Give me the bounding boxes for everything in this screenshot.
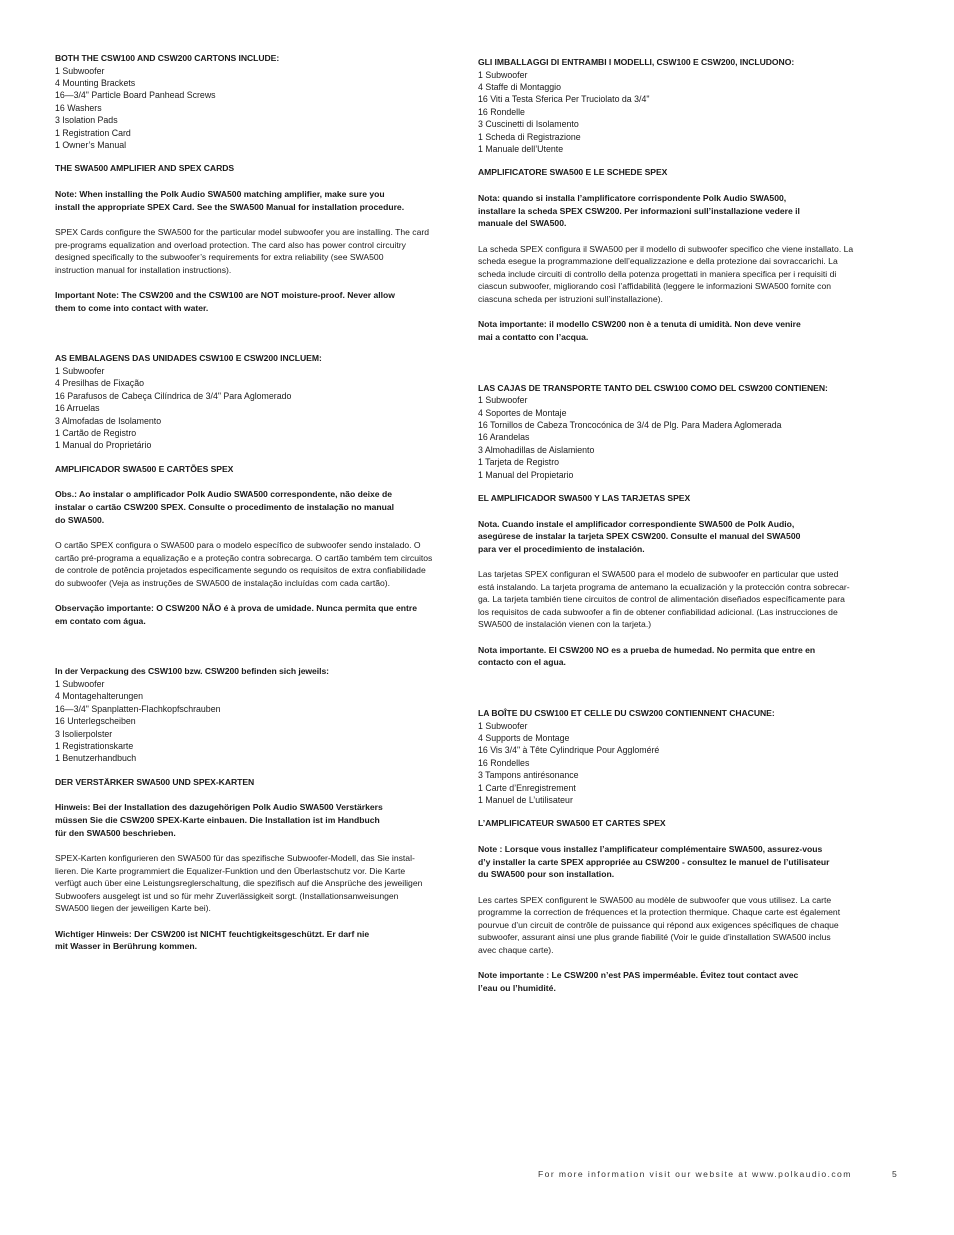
amplifier-heading: AMPLIFICATORE SWA500 E LE SCHEDE SPEX	[478, 167, 668, 178]
cartons-heading: LAS CAJAS DE TRANSPORTE TANTO DEL CSW100 COMO DEL CSW200 CONTIENEN:	[478, 382, 828, 393]
section-italian	[478, 56, 873, 344]
body-line: Las tarjetas SPEX configuran el SWA500 para el modelo de subwoofer en particular que usted	[478, 569, 839, 580]
list-item: 16 Unterlegscheiben	[55, 716, 136, 727]
note-line: para ver el procedimiento de instalación.	[478, 543, 645, 554]
body-line: scheda esegue la programmazione dell’equalizzazione e della protezione dai sovraccarichi. La	[478, 256, 838, 267]
amplifier-heading: EL AMPLIFICADOR SWA500 Y LAS TARJETAS SPEX	[478, 492, 691, 503]
body-line: está instalando. La tarjeta programa de antemano la ecualización y la protección contra sobrecar-	[478, 581, 850, 592]
note-line: für den SWA500 beschrieben.	[55, 827, 176, 838]
list-item: 4 Supports de Montage	[478, 733, 570, 743]
list-item: 16 Arandelas	[478, 432, 530, 443]
list-item: 4 Montagehalterungen	[55, 691, 144, 702]
list-item: 16—3/4" Spanplatten-Flachkopfschrauben	[55, 703, 221, 714]
important-note-line: Wichtiger Hinweis: Der CSW200 ist NICHT feuchtigkeitsgeschützt. Er darf nie	[55, 928, 370, 939]
body-line: scheda include circuiti di controllo della potenza progettati in maniera specifica per i requisiti di	[478, 268, 837, 279]
list-item: 16 Parafusos de Cabeça Cilíndrica de 3/4" Para Aglomerado	[55, 390, 292, 401]
left-column	[55, 52, 450, 953]
list-item: 1 Carte d’Enregistrement	[478, 782, 576, 793]
cartons-heading: GLI IMBALLAGGI DI ENTRAMBI I MODELLI, CSW100 E CSW200, INCLUDONO:	[478, 57, 795, 67]
list-item: 4 Mounting Brackets	[55, 78, 136, 88]
section-german	[55, 665, 450, 953]
body-line: avec chaque carte).	[478, 944, 554, 955]
body-line: programme la correction de fréquences et la protection thermique. Chaque carte est également	[478, 907, 841, 918]
list-item: 1 Tarjeta de Registro	[478, 457, 560, 468]
list-item: 4 Staffe di Montaggio	[478, 82, 561, 92]
list-item: 1 Benutzerhandbuch	[55, 753, 137, 764]
note-line: Nota: quando si installa l’amplificatore corrispondente Polk Audio SWA500,	[478, 193, 787, 204]
list-item: 1 Subwoofer	[478, 69, 528, 80]
list-item: 1 Subwoofer	[478, 720, 528, 731]
list-item: 3 Isolierpolster	[55, 728, 113, 739]
amplifier-heading: THE SWA500 AMPLIFIER AND SPEX CARDS	[55, 163, 235, 174]
important-note-line: Nota importante: il modello CSW200 non è a tenuta di umidità. Non deve venire	[478, 319, 801, 330]
list-item: 16 Vis 3/4" à Tête Cylindrique Pour Aggloméré	[478, 745, 660, 756]
body-line: SWA500 de instalación vienen con la tarjeta.)	[478, 619, 652, 630]
list-item: 3 Tampons antirésonance	[478, 770, 579, 781]
body-line: instruction manual for installation instructions).	[55, 264, 232, 275]
footer-website-text: For more information visit our website at www.polkaudio.com	[538, 1169, 852, 1179]
list-item: 1 Manuel de L’utilisateur	[478, 795, 573, 806]
note-line: manuale del SWA500.	[478, 218, 567, 229]
section-english	[55, 52, 450, 314]
section-portuguese	[55, 352, 450, 627]
note-line: Note : Lorsque vous installez l’amplificateur complémentaire SWA500, assurez-vous	[478, 844, 823, 855]
list-item: 16 Tornillos de Cabeza Troncocónica de 3/4 de Plg. Para Madera Aglomerada	[478, 419, 782, 430]
body-line: Subwoofers ausgelegt ist und so für mehr Zuverlässigkeit sorgt. (Installationsanweisungen	[55, 890, 399, 901]
note-line: Obs.: Ao instalar o amplificador Polk Audio SWA500 correspondente, não deixe de	[55, 489, 392, 500]
note-line: Hinweis: Bei der Installation des dazugehörigen Polk Audio SWA500 Verstärkers	[55, 802, 383, 813]
body-line: de controle de potência projetados especificamente segundo os requisitos de extra confiabilidade	[55, 565, 426, 576]
important-note-line: contacto con el agua.	[478, 657, 566, 668]
list-item: 16 Arruelas	[55, 403, 100, 414]
cartons-heading: BOTH THE CSW100 AND CSW200 CARTONS INCLUDE:	[55, 53, 280, 63]
important-note-line: Observação importante: O CSW200 NÃO é à prova de umidade. Nunca permita que entre	[55, 603, 417, 614]
list-item: 1 Manual do Proprietário	[55, 440, 152, 451]
page-number: 5	[892, 1169, 897, 1179]
note-line: install the appropriate SPEX Card. See the SWA500 Manual for installation procedure.	[55, 201, 405, 212]
body-line: ciascun subwoofer, migliorando così l’affidabilità (leggere le informazioni SWA500 fornite con	[478, 281, 832, 292]
important-note-line: mai a contatto con l’acqua.	[478, 331, 589, 342]
list-item: 1 Subwoofer	[478, 395, 528, 406]
note-line: Note: When installing the Polk Audio SWA500 matching amplifier, make sure you	[55, 189, 385, 200]
list-item: 1 Cartão de Registro	[55, 428, 137, 439]
note-line: instalar o cartão CSW200 SPEX. Consulte o procedimento de instalação no manual	[55, 502, 395, 513]
important-note-line: Important Note: The CSW200 and the CSW100 are NOT moisture-proof. Never allow	[55, 290, 395, 301]
list-item: 1 Subwoofer	[55, 65, 105, 76]
body-line: lieren. Die Karte programmiert die Equalizer-Funktion und den Überlastschutz vor. Die Karte	[55, 865, 406, 876]
list-item: 3 Cuscinetti di Isolamento	[478, 119, 579, 130]
important-note-line: Nota importante. El CSW200 NO es a prueba de humedad. No permita que entre en	[478, 644, 816, 655]
body-line: los requisitos de cada subwoofer a fin de obtener confiabilidad adicional. (Las instrucciones de	[478, 606, 838, 617]
body-line: O cartão SPEX configura o SWA500 para o modelo específico de subwoofer sendo instalado. O	[55, 540, 421, 551]
list-item: 1 Owner’s Manual	[55, 140, 127, 151]
body-line: designed specifically to the subwoofer’s requirements for extra reliability (see SWA500	[55, 252, 384, 263]
list-item: 3 Almofadas de Isolamento	[55, 415, 162, 426]
body-line: ciascuna scheda per istruzioni sull’installazione).	[478, 293, 663, 304]
amplifier-heading: L’AMPLIFICATEUR SWA500 ET CARTES SPEX	[478, 818, 666, 829]
body-line: verfügt auch über eine Leistungsreglerschaltung, die spezifisch auf die Ansprüche des jeweiligen	[55, 878, 423, 889]
list-item: 3 Almohadillas de Aislamiento	[478, 444, 595, 455]
list-item: 1 Registration Card	[55, 127, 131, 138]
list-item: 16 Washers	[55, 102, 102, 113]
body-line: La scheda SPEX configura il SWA500 per il modello di subwoofer specifico che viene installato. La	[478, 243, 854, 254]
note-line: do SWA500.	[55, 514, 105, 525]
body-line: SWA500 liegen der jeweiligen Karte bei).	[55, 903, 211, 914]
note-line: asegúrese de instalar la tarjeta SPEX CSW200. Consulte el manual del SWA500	[478, 531, 801, 542]
body-line: pourvue d’un circuit de contrôle de puissance qui répond aux exigences spécifiques de chaque	[478, 919, 839, 930]
list-item: 16 Viti a Testa Sferica Per Truciolato da 3/4"	[478, 94, 650, 105]
list-item: 4 Presilhas de Fixação	[55, 378, 144, 389]
list-item: 1 Subwoofer	[55, 679, 105, 689]
note-line: Nota. Cuando instale el amplificador correspondiente SWA500 de Polk Audio,	[478, 518, 795, 529]
list-item: 1 Subwoofer	[55, 366, 105, 376]
important-note-line: them to come into contact with water.	[55, 302, 209, 313]
note-line: du SWA500 pour son installation.	[478, 869, 615, 880]
list-item: 1 Scheda di Registrazione	[478, 131, 581, 142]
note-line: müssen Sie die CSW200 SPEX-Karte einbauen. Die Installation ist im Handbuch	[55, 815, 380, 826]
section-spanish	[478, 382, 873, 670]
list-item: 4 Soportes de Montaje	[478, 407, 567, 418]
amplifier-heading: AMPLIFICADOR SWA500 E CARTÕES SPEX	[55, 463, 234, 474]
important-note-line: em contato com água.	[55, 615, 146, 626]
note-line: installare la scheda SPEX CSW200. Per informazioni sull’installazione vedere il	[478, 205, 800, 216]
body-line: subwoofer, assurant ainsi une plus grande fiabilité (Voir le guide d’installation SWA500 inclus	[478, 932, 831, 943]
body-line: do subwoofer (Veja as instruções de SWA500 de instalação incluídas com cada cartão).	[55, 577, 391, 588]
cartons-heading: In der Verpackung des CSW100 bzw. CSW200 befinden sich jeweils:	[55, 666, 329, 677]
section-french	[478, 707, 873, 995]
body-line: cartão pré-programa a equalização e a proteção contra sobrecarga. O cartão também tem circuitos	[55, 552, 433, 563]
list-item: 1 Registrationskarte	[55, 741, 134, 752]
cartons-heading: AS EMBALAGENS DAS UNIDADES CSW100 E CSW200 INCLUEM:	[55, 353, 322, 364]
note-line: d’y installer la carte SPEX appropriée au CSW200 - consultez le manuel de l’utilisateur	[478, 856, 830, 867]
list-item: 16 Rondelles	[478, 757, 530, 768]
body-line: pre-programs equalization and overload protection. The card also has power control circuitry	[55, 239, 406, 250]
body-line: SPEX Cards configure the SWA500 for the particular model subwoofer you are installing. The card	[55, 227, 430, 238]
body-line: ga. La tarjeta también tiene circuitos de control de alimentación diseñados específicamente para	[478, 594, 845, 605]
body-line: Les cartes SPEX configurent le SWA500 au modèle de subwoofer que vous utilisez. La carte	[478, 894, 832, 905]
body-line: SPEX-Karten konfigurieren den SWA500 für das spezifische Subwoofer-Modell, das Sie instal-	[55, 853, 415, 864]
important-note-line: mit Wasser in Berührung kommen.	[55, 941, 197, 952]
list-item: 3 Isolation Pads	[55, 115, 118, 126]
amplifier-heading: DER VERSTÄRKER SWA500 UND SPEX-KARTEN	[55, 776, 255, 787]
cartons-heading: LA BOÎTE DU CSW100 ET CELLE DU CSW200 CONTIENNENT CHACUNE:	[478, 708, 775, 718]
list-item: 1 Manuale dell’Utente	[478, 144, 564, 155]
list-item: 16—3/4" Particle Board Panhead Screws	[55, 90, 216, 101]
important-note-line: Note importante : Le CSW200 n’est PAS imperméable. Évitez tout contact avec	[478, 970, 799, 981]
important-note-line: l’eau ou l’humidité.	[478, 982, 556, 993]
list-item: 16 Rondelle	[478, 106, 525, 117]
list-item: 1 Manual del Propietario	[478, 469, 574, 480]
right-column	[478, 56, 873, 995]
